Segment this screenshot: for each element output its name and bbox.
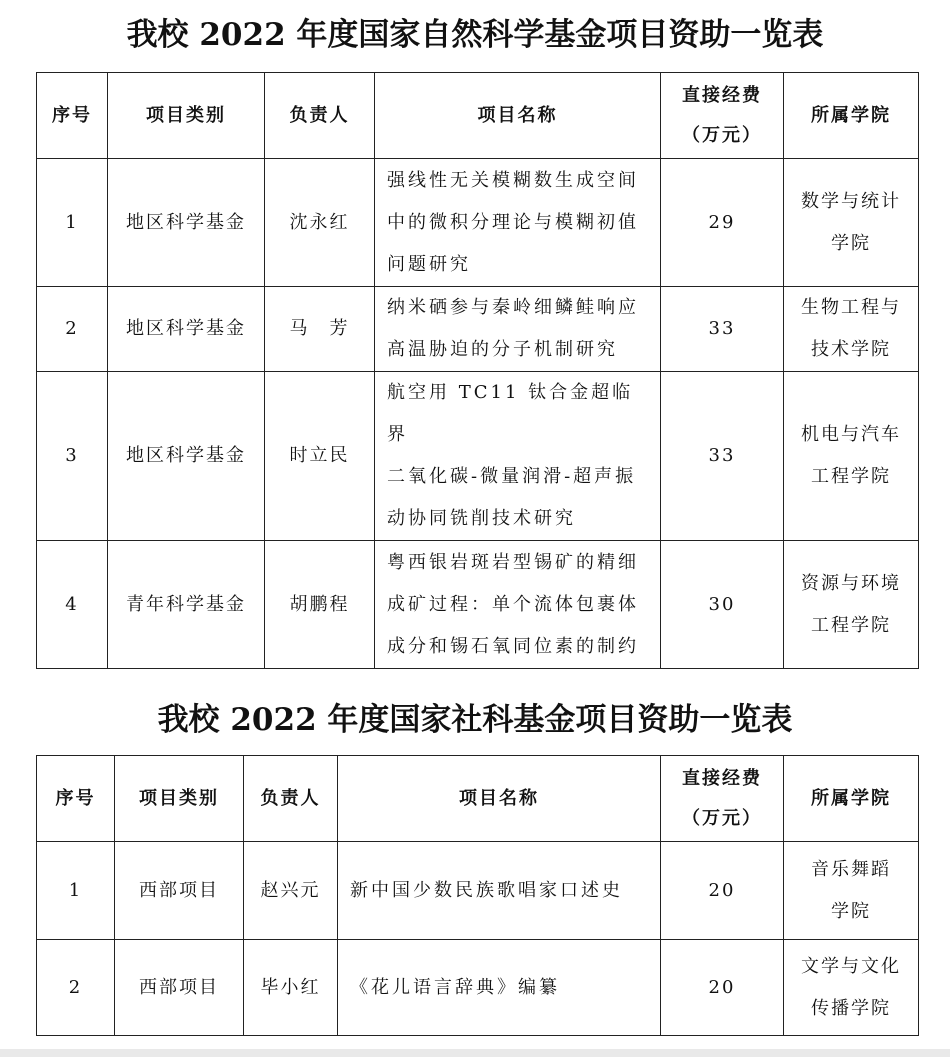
table2-title: 我校 2022 年度国家社科基金项目资助一览表: [157, 702, 793, 738]
header-fund-line2: （万元）: [682, 807, 762, 829]
college-line: 学院: [831, 232, 871, 254]
cell-college: [784, 541, 919, 669]
cell-leader: 沈永红: [265, 159, 375, 287]
header-row: [37, 73, 919, 159]
project-name-line: 中的微积分理论与模糊初值: [387, 211, 639, 233]
header-row: [37, 756, 919, 842]
header-fund-line2: （万元）: [682, 124, 762, 146]
cell-no: 1: [37, 842, 115, 940]
cell-no: 4: [37, 541, 108, 669]
header-fund-line1: 直接经费: [682, 84, 762, 106]
cell-project-name: [375, 372, 661, 541]
project-name-line: 强线性无关模糊数生成空间: [387, 169, 639, 191]
cell-category: 青年科学基金: [108, 541, 265, 669]
cell-project-name: [375, 541, 661, 669]
header-college: 所属学院: [784, 756, 919, 842]
cell-no: 2: [37, 940, 115, 1036]
table-row: [37, 940, 919, 1036]
cell-fund: 33: [661, 372, 784, 541]
header-leader: 负责人: [244, 756, 338, 842]
header-fund: [661, 73, 784, 159]
cell-no: 2: [37, 287, 108, 372]
cell-college: [784, 159, 919, 287]
project-name-line: 二氧化碳-微量润滑-超声振: [387, 466, 637, 487]
cell-fund: 20: [661, 842, 784, 940]
college-line: 资源与环境: [801, 572, 901, 594]
college-line: 技术学院: [811, 339, 891, 360]
cell-project-name: [375, 159, 661, 287]
cell-category: 西部项目: [115, 842, 244, 940]
cell-project-name: [338, 940, 661, 1036]
table1-title: 我校 2022 年度国家自然科学基金项目资助一览表: [126, 17, 824, 53]
cell-project-name: [338, 842, 661, 940]
college-line: 工程学院: [811, 466, 891, 487]
cell-fund: 29: [661, 159, 784, 287]
cell-college: [784, 940, 919, 1036]
table-row: [37, 287, 919, 372]
header-no: 序号: [37, 756, 115, 842]
college-line: 生物工程与: [801, 297, 901, 318]
header-fund: [661, 756, 784, 842]
table-row: [37, 372, 919, 541]
header-category: 项目类别: [115, 756, 244, 842]
project-name-line: 《花儿语言辞典》编纂: [350, 976, 560, 998]
table-row: [37, 541, 919, 669]
cell-leader: 胡鹏程: [265, 541, 375, 669]
cell-category: 地区科学基金: [108, 159, 265, 287]
cell-college: [784, 372, 919, 541]
cell-fund: 30: [661, 541, 784, 669]
project-name-line: 成矿过程：单个流体包裹体: [387, 593, 639, 615]
cell-no: 1: [37, 159, 108, 287]
project-name-line: 问题研究: [387, 253, 471, 275]
project-name-line: 粤西银岩斑岩型锡矿的精细: [387, 551, 639, 573]
header-college: 所属学院: [784, 73, 919, 159]
cell-leader: 时立民: [265, 372, 375, 541]
cell-no: 3: [37, 372, 108, 541]
project-name-line: 纳米硒参与秦岭细鳞鲑响应: [387, 297, 639, 318]
cell-fund: 33: [661, 287, 784, 372]
table-row: [37, 842, 919, 940]
college-line: 机电与汽车: [801, 424, 901, 445]
header-no: 序号: [37, 73, 108, 159]
project-name-line: 新中国少数民族歌唱家口述史: [350, 879, 623, 901]
header-category: 项目类别: [108, 73, 265, 159]
cell-leader: 毕小红: [244, 940, 338, 1036]
project-name-line: 航空用 TC11 钛合金超临界: [387, 382, 634, 445]
project-name-line: 动协同铣削技术研究: [387, 508, 576, 529]
header-leader: 负责人: [265, 73, 375, 159]
cell-leader: 马 芳: [265, 287, 375, 372]
cell-category: 地区科学基金: [108, 287, 265, 372]
college-line: 文学与文化: [801, 955, 901, 977]
college-line: 学院: [831, 900, 871, 922]
header-name: 项目名称: [338, 756, 661, 842]
header-fund-line1: 直接经费: [682, 767, 762, 789]
cell-college: [784, 287, 919, 372]
college-line: 传播学院: [811, 997, 891, 1019]
project-name-line: 高温胁迫的分子机制研究: [387, 339, 618, 360]
college-line: 工程学院: [811, 614, 891, 636]
cell-category: 地区科学基金: [108, 372, 265, 541]
table-row: [37, 159, 919, 287]
nssf-funding-table: [36, 755, 919, 1036]
header-name: 项目名称: [375, 73, 661, 159]
cell-project-name: [375, 287, 661, 372]
cell-college: [784, 842, 919, 940]
cell-leader: 赵兴元: [244, 842, 338, 940]
nsfc-funding-table: [36, 72, 919, 669]
cell-category: 西部项目: [115, 940, 244, 1036]
college-line: 数学与统计: [801, 190, 901, 212]
college-line: 音乐舞蹈: [811, 858, 891, 880]
project-name-line: 成分和锡石氧同位素的制约: [387, 635, 639, 657]
cell-fund: 20: [661, 940, 784, 1036]
page-bottom-edge: [0, 1049, 950, 1057]
